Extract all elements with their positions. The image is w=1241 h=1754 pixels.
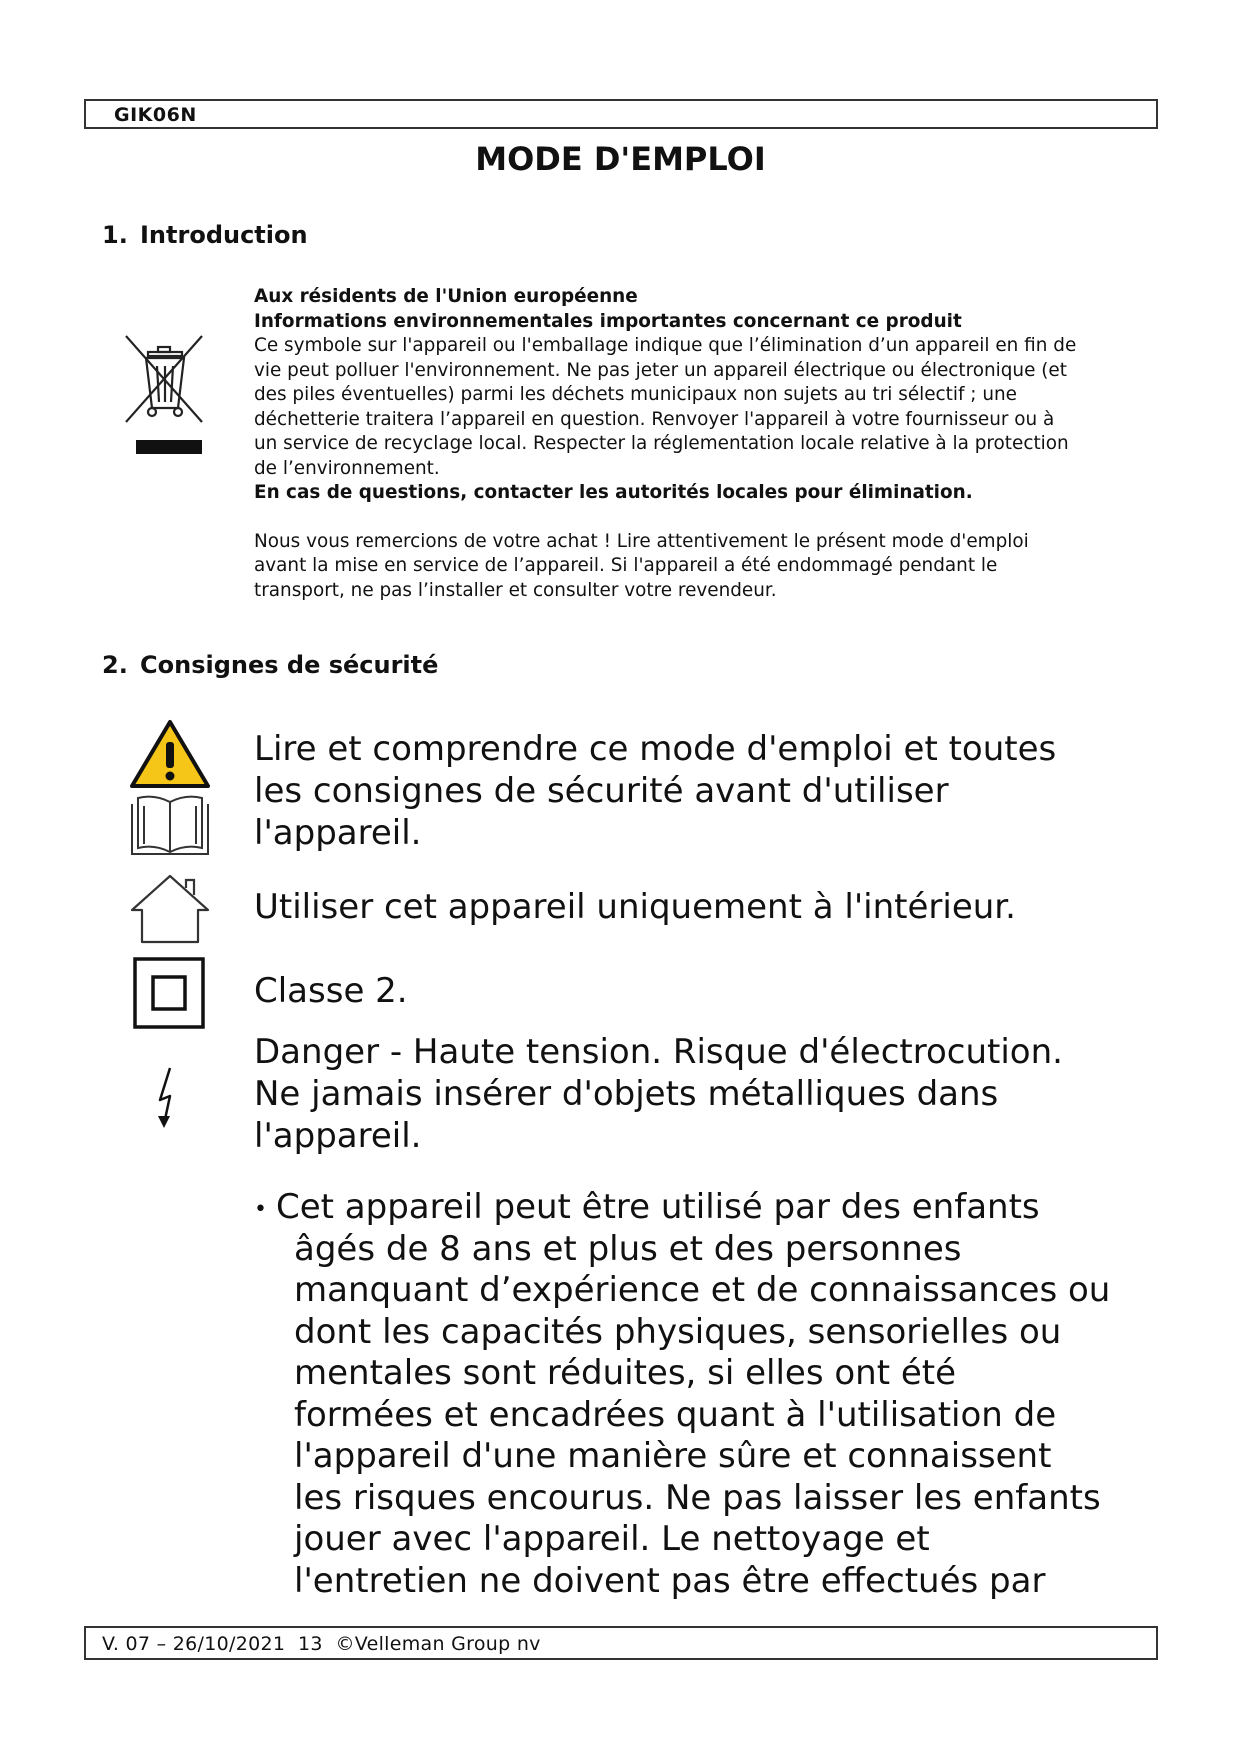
footer-page-number: 13 [297,1633,323,1655]
bullet-text-line: âgés de 8 ans et plus et des personnes [294,1228,962,1269]
thanks-text-line: transport, ne pas l’installer et consulter votre revendeur. [254,579,777,601]
read-manual-book-icon [128,792,212,858]
footer-text [102,1633,541,1655]
bullet-text-line: jouer avec l'appareil. Le nettoyage et [294,1519,930,1559]
footer-bar [84,1626,1158,1660]
product-code: GIK06N [114,104,197,126]
bullet-text-line: manquant d’expérience et de connaissances ou [294,1270,1111,1310]
bullet-text-line: Cet appareil peut être utilisé par des enfants [276,1187,1040,1227]
class-2-text: Classe 2. [254,971,408,1011]
footer-version: V. 07 – 26/10/2021 [102,1633,286,1655]
bullet-text-line: l'entretien ne doivent pas être effectués par [294,1560,1046,1601]
safety-text-line: Danger - Haute tension. Risque d'électrocution. [254,1032,1063,1072]
indoor-use-text: Utiliser cet appareil uniquement à l'intérieur. [254,887,1016,927]
weee-text-line: de l’environnement. [254,457,440,479]
safety-text-line: Lire et comprendre ce mode d'emploi et toutes [254,729,1057,769]
danger-voltage-text [254,1031,1154,1157]
bullet-text-line: l'appareil d'une manière sûre et connaissent [294,1436,1052,1476]
safety-text-line: les consignes de sécurité avant d'utiliser [254,771,949,811]
section-title: Introduction [140,221,308,249]
questions-note: En cas de questions, contacter les autorités locales pour élimination. [254,482,973,503]
section-number: 1. [102,221,128,249]
footer-copyright: ©Velleman Group nv [335,1633,541,1655]
thanks-text-line: avant la mise en service de l’appareil. Si l'appareil a été endommagé pendant le [254,555,998,576]
high-voltage-lightning-icon [154,1066,184,1130]
safety-text-line: Ne jamais insérer d'objets métalliques dans [254,1074,999,1114]
intro-block [254,285,1134,603]
section-heading-introduction [102,221,308,249]
eu-residents-heading: Aux résidents de l'Union européenne [254,286,638,307]
safety-text-line: l'appareil. [254,813,422,853]
read-manual-text [254,728,1154,854]
weee-bin-icon [124,334,208,460]
weee-text-line: vie peut polluer l'environnement. Ne pas jeter un appareil électrique ou électronique (et [254,359,1067,381]
page-title: MODE D'EMPLOI [475,140,766,178]
header-bar [84,99,1158,129]
bullet-text-line: formées et encadrées quant à l'utilisation de [294,1394,1057,1435]
thanks-text-line: Nous vous remercions de votre achat ! Lire attentivement le présent mode d'emploi [254,530,1029,552]
section-title: Consignes de sécurité [140,651,439,679]
bullet-text-line: les risques encourus. Ne pas laisser les enfants [294,1477,1101,1518]
bullet-text-line: mentales sont réduites, si elles ont été [294,1353,957,1393]
weee-text-line: Ce symbole sur l'appareil ou l'emballage indique que l’élimination d’un appareil en fin de [254,335,1077,356]
environmental-info-heading: Informations environnementales importantes concernant ce produit [254,310,962,332]
class-2-double-insulation-icon [132,956,206,1030]
children-safety-bullet [254,1187,1154,1602]
weee-text-line: un service de recyclage local. Respecter la réglementation locale relative à la protection [254,433,1069,454]
indoor-house-icon [128,872,212,946]
bullet-icon: • [254,1197,267,1222]
section-number: 2. [102,651,128,679]
weee-text-line: déchetterie traitera l’appareil en question. Renvoyer l'appareil à votre fournisseur ou à [254,408,1055,430]
weee-text-line: des piles éventuelles) parmi les déchets municipaux non sujets au tri sélectif ; une [254,384,1017,405]
bullet-text-line: dont les capacités physiques, sensorielles ou [294,1311,1062,1352]
section-heading-safety [102,651,438,679]
safety-text-line: l'appareil. [254,1116,422,1156]
warning-triangle-icon [128,718,212,790]
